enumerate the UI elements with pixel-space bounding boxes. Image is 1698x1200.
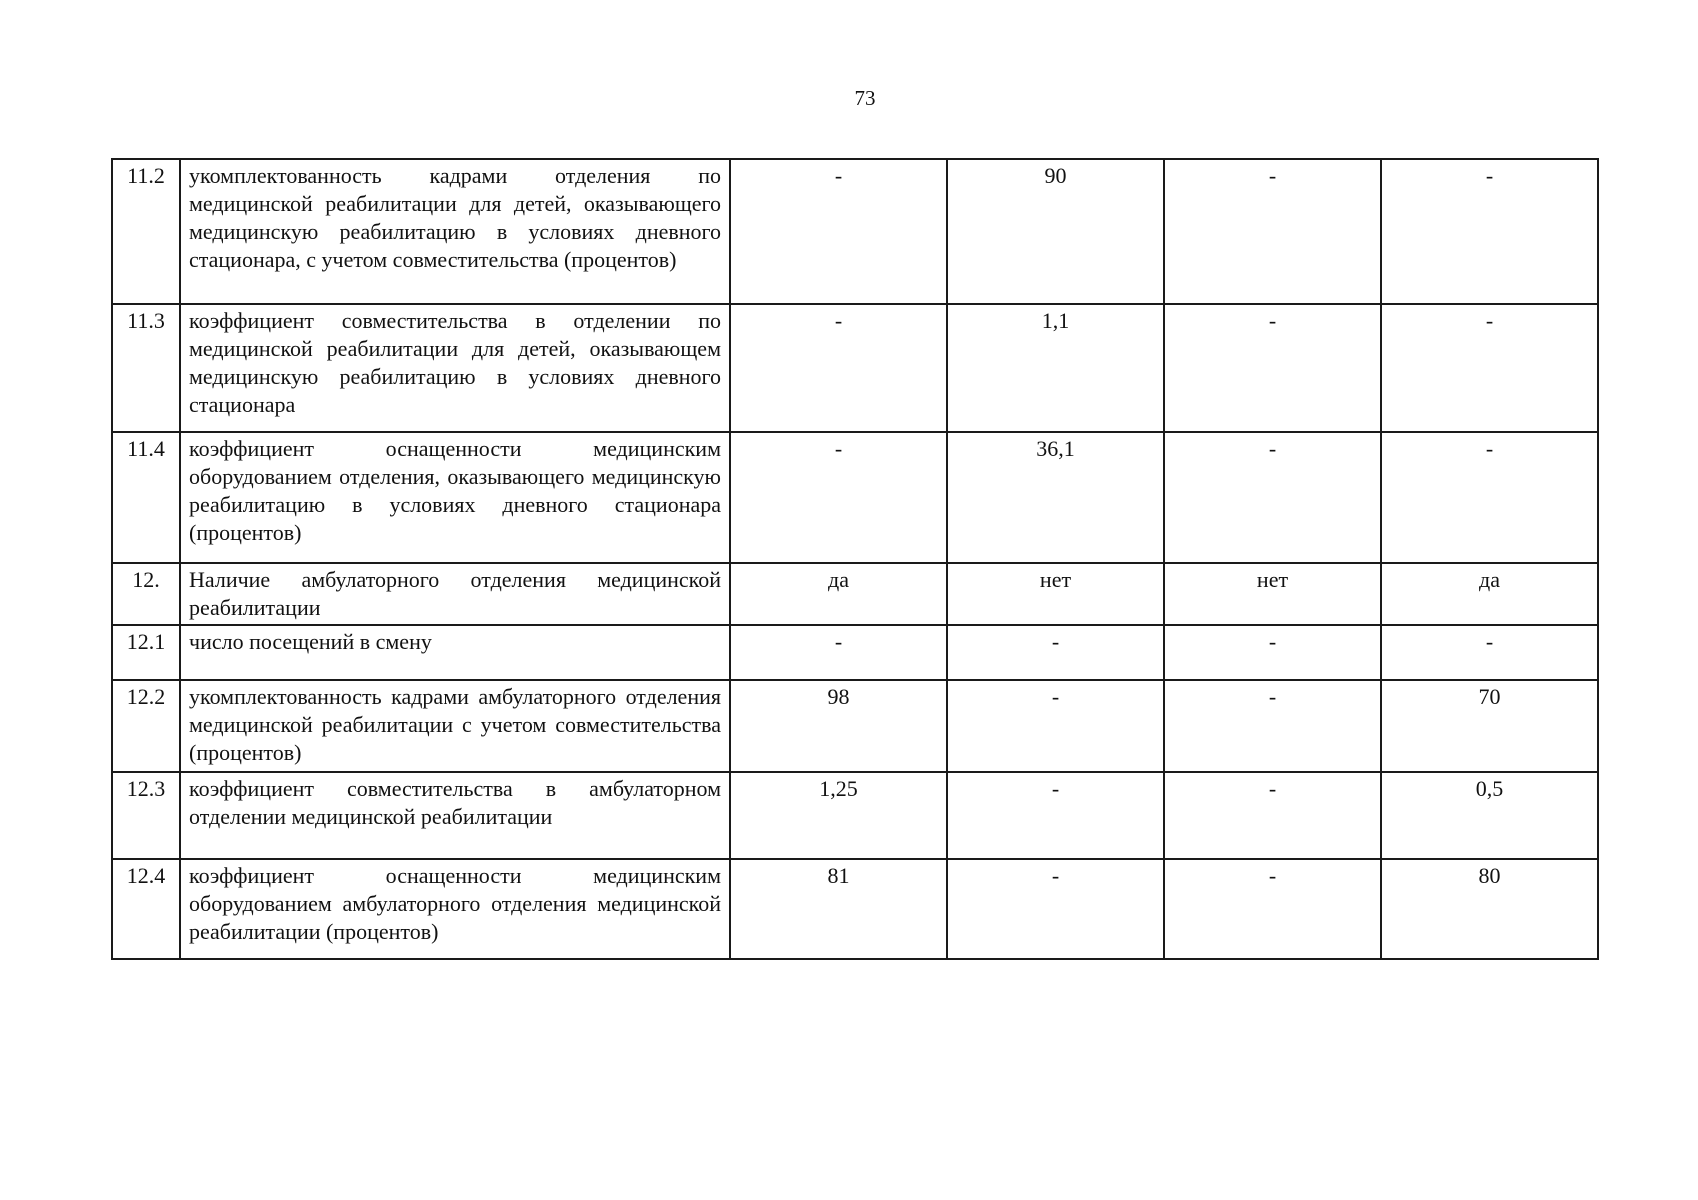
row-value-3: - [1164,432,1381,563]
table-row [112,859,1598,959]
row-value-2: 90 [947,159,1164,304]
row-number: 12.1 [112,625,180,680]
table-row [112,432,1598,563]
row-description: укомплектованность кадрами отделения по медицинской реабилитации для детей, оказывающего медицинскую реабилитацию в условиях дневного стационара, с учетом совместительства (процентов) [180,159,730,304]
row-value-3: - [1164,625,1381,680]
row-number: 12.2 [112,680,180,772]
row-value-1: 81 [730,859,947,959]
table-row [112,772,1598,859]
row-value-3: нет [1164,563,1381,625]
row-value-4: - [1381,625,1598,680]
row-description: укомплектованность кадрами амбулаторного отделения медицинской реабилитации с учетом совместительства (процентов) [180,680,730,772]
row-description: коэффициент оснащенности медицинским оборудованием амбулаторного отделения медицинской реабилитации (процентов) [180,859,730,959]
row-value-2: - [947,625,1164,680]
row-value-2: - [947,859,1164,959]
table-row [112,680,1598,772]
row-value-3: - [1164,772,1381,859]
row-value-2: 36,1 [947,432,1164,563]
row-value-4: - [1381,159,1598,304]
row-number: 11.3 [112,304,180,432]
row-description: Наличие амбулаторного отделения медицинской реабилитации [180,563,730,625]
row-description: число посещений в смену [180,625,730,680]
row-value-2: нет [947,563,1164,625]
table-row [112,563,1598,625]
row-value-3: - [1164,304,1381,432]
row-value-4: - [1381,304,1598,432]
row-description: коэффициент оснащенности медицинским оборудованием отделения, оказывающего медицинскую реабилитацию в условиях дневного стационара (процентов) [180,432,730,563]
row-number: 12.3 [112,772,180,859]
indicators-table [111,158,1599,960]
row-value-4: 70 [1381,680,1598,772]
row-value-1: 98 [730,680,947,772]
row-value-4: 0,5 [1381,772,1598,859]
row-value-1: да [730,563,947,625]
row-number: 12.4 [112,859,180,959]
row-value-1: - [730,625,947,680]
row-value-1: - [730,432,947,563]
row-description: коэффициент совместительства в отделении по медицинской реабилитации для детей, оказывающем медицинскую реабилитацию в условиях дневного стационара [180,304,730,432]
row-value-1: 1,25 [730,772,947,859]
row-number: 11.2 [112,159,180,304]
row-value-3: - [1164,159,1381,304]
page-number: 73 [854,86,876,110]
row-value-2: 1,1 [947,304,1164,432]
row-value-4: да [1381,563,1598,625]
row-value-4: - [1381,432,1598,563]
row-value-2: - [947,680,1164,772]
row-number: 11.4 [112,432,180,563]
row-number: 12. [112,563,180,625]
row-value-3: - [1164,680,1381,772]
row-value-4: 80 [1381,859,1598,959]
row-value-1: - [730,159,947,304]
table-row [112,625,1598,680]
table-row [112,159,1598,304]
row-value-3: - [1164,859,1381,959]
table-row [112,304,1598,432]
row-description: коэффициент совместительства в амбулаторном отделении медицинской реабилитации [180,772,730,859]
row-value-1: - [730,304,947,432]
row-value-2: - [947,772,1164,859]
